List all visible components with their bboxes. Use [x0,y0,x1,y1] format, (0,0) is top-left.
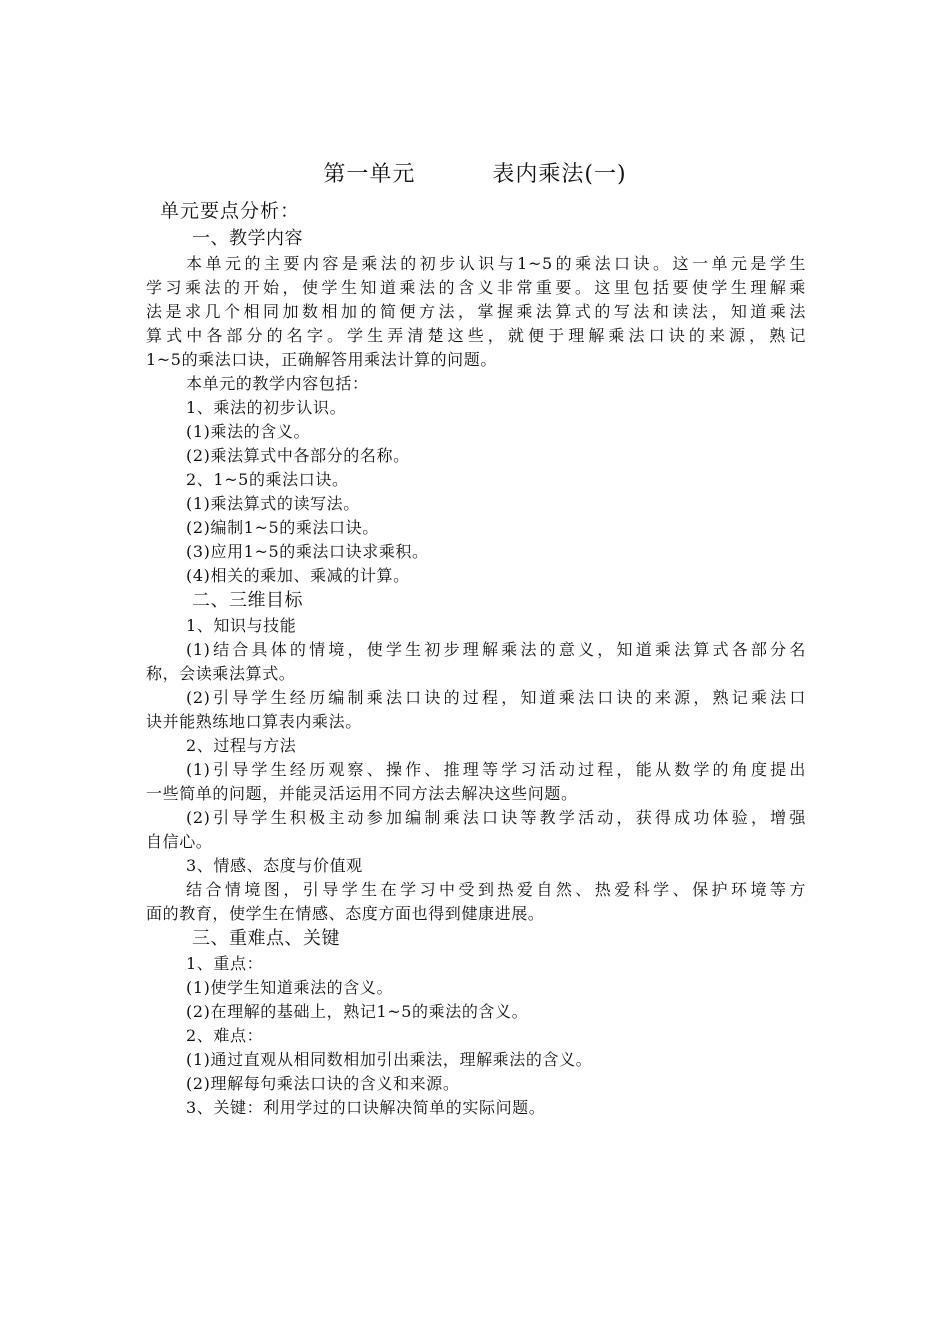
document-body [146,196,806,1120]
paragraph-line: (1)引导学生经历观察、操作、推理等学习活动过程，能从数学的角度提出 [186,760,806,779]
list-item: (1)通过直观从相同数相加引出乘法，理解乘法的含义。 [186,1050,593,1069]
section-heading: 单元要点分析： [160,200,301,222]
paragraph-line: 法是求几个相同加数相加的简便方法，掌握乘法算式的写法和读法，知道乘法 [146,302,806,321]
list-item: 3、关键：利用学过的口诀解决简单的实际问题。 [186,1098,546,1117]
page-title: 第一单元 表内乘法(一) [323,162,627,187]
list-item: (1)乘法的含义。 [186,422,311,441]
subsection-title: 2、过程与方法 [186,736,297,755]
paragraph-line: 一些简单的问题，并能灵活运用不同方法去解决这些问题。 [146,784,578,803]
paragraph-line: 结合情境图，引导学生在学习中受到热爱自然、热爱科学、保护环境等方 [186,880,806,899]
list-item: (4)相关的乘加、乘减的计算。 [186,566,410,585]
part3-heading: 三、重难点、关键 [192,928,340,949]
part1-heading: 一、教学内容 [192,228,303,249]
paragraph-line: (2)引导学生经历编制乘法口诀的过程，知道乘法口诀的来源，熟记乘法口 [186,688,806,707]
paragraph-line: 称，会读乘法算式。 [146,664,296,683]
paragraph-line: 自信心。 [146,832,213,851]
subsection-title: 3、情感、态度与价值观 [186,856,363,875]
paragraph-line: 算式中各部分的名字。学生弄清楚这些，就便于理解乘法口诀的来源，熟记 [146,326,806,345]
list-item: 1、重点： [186,954,264,973]
paragraph-line: 1~5的乘法口诀，正确解答用乘法计算的问题。 [146,350,497,369]
list-item: (1)乘法算式的读写法。 [186,494,360,513]
list-item: (2)理解每句乘法口诀的含义和来源。 [186,1074,460,1093]
paragraph-line: 面的教育，使学生在情感、态度方面也得到健康进展。 [146,904,545,923]
list-item: 2、1~5的乘法口诀。 [186,470,349,489]
list-intro: 本单元的教学内容包括： [186,374,369,393]
list-item: 1、乘法的初步认识。 [186,398,347,417]
list-item: (2)乘法算式中各部分的名称。 [186,446,410,465]
paragraph-line: 学习乘法的开始，使学生知道乘法的含义非常重要。这里包括要使学生理解乘 [146,278,806,297]
paragraph-line: 本单元的主要内容是乘法的初步认识与1~5的乘法口诀。这一单元是学生 [186,254,806,273]
subsection-title: 1、知识与技能 [186,616,297,635]
list-item: (2)编制1~5的乘法口诀。 [186,518,379,537]
list-item: (2)在理解的基础上，熟记1~5的乘法的含义。 [186,1002,529,1021]
paragraph-line: (2)引导学生积极主动参加编制乘法口诀等教学活动，获得成功体验，增强 [186,808,806,827]
list-item: 2、难点： [186,1026,264,1045]
part2-heading: 二、三维目标 [192,590,303,611]
list-item: (1)使学生知道乘法的含义。 [186,978,394,997]
paragraph-line: (1)结合具体的情境，使学生初步理解乘法的意义，知道乘法算式各部分名 [186,640,806,659]
paragraph-line: 诀并能熟练地口算表内乘法。 [146,712,362,731]
list-item: (3)应用1~5的乘法口诀求乘积。 [186,542,429,561]
